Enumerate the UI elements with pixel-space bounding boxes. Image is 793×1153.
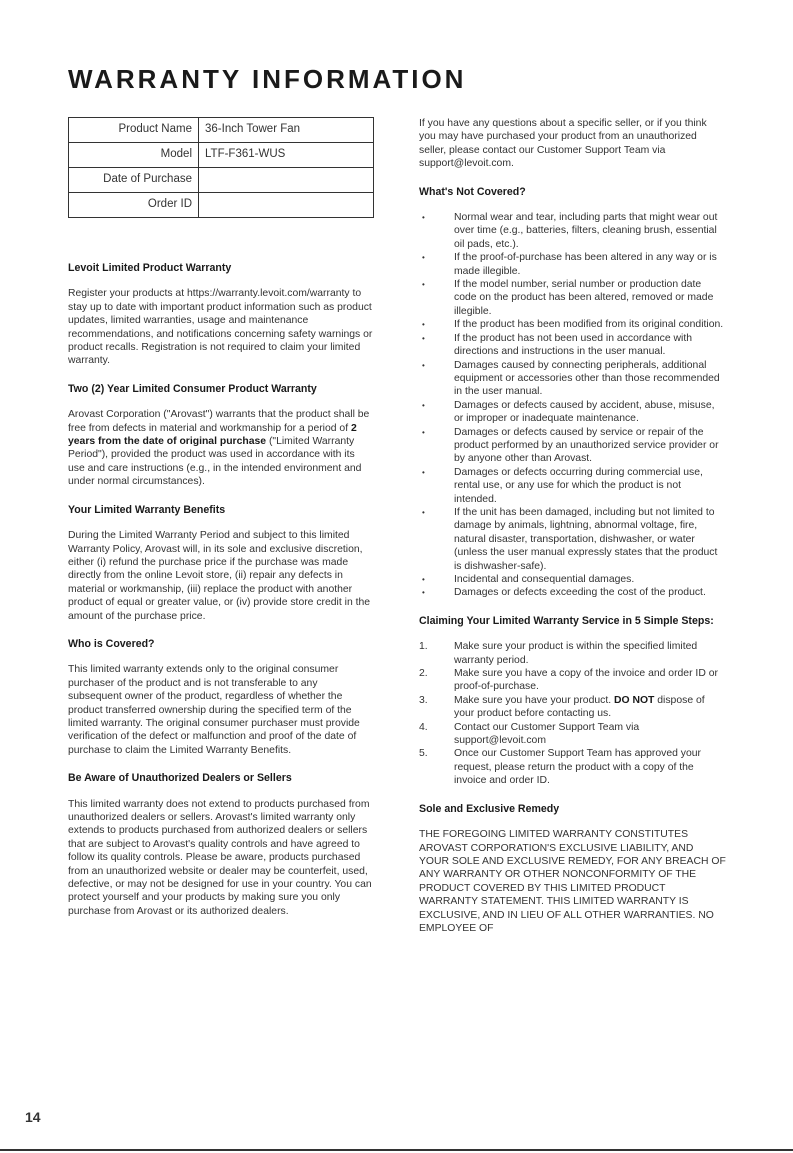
section-heading: Be Aware of Unauthorized Dealers or Sellers	[68, 772, 292, 785]
section-text: This limited warranty does not extend to products purchased from unauthorized dealers or sellers. Arovast's limited warranty only extends to products purchased from authorized dealers or sellers that are subject to Arovast's quality controls and have agreed to follow its quality controls. Please be aware, products purchased from an unauthorized website or dealer may be counterfeit, used, defective, or may not be designed for use in your country. You can protect yourself and your products by making sure you only purchase from Arovast or its authorized dealers.	[68, 798, 372, 917]
step-text: Contact our Customer Support Team via support@levoit.com	[454, 721, 640, 747]
page-title: WARRANTY INFORMATION	[68, 64, 467, 94]
section-heading: What's Not Covered?	[419, 185, 526, 198]
list-item: • If the model number, serial number or production date code on the product has been altered, removed or made illegible.	[419, 278, 726, 318]
step-number: 5.	[419, 748, 428, 760]
table-label: Product Name	[69, 118, 199, 143]
step-number: 2.	[419, 668, 428, 680]
list-item	[419, 721, 726, 748]
list-item: • If the proof-of-purchase has been altered in any way or is made illegible.	[419, 251, 726, 278]
steps-list	[419, 640, 726, 787]
step-number: 1.	[419, 641, 428, 653]
right-column	[419, 117, 726, 950]
table-value: 36-Inch Tower Fan	[199, 118, 374, 143]
emphasis-text: 2 years from the date of original purchase	[68, 422, 357, 448]
section-heading: Levoit Limited Product Warranty	[68, 262, 232, 274]
step-text: Make sure you have a copy of the invoice and order ID or proof-of-purchase.	[454, 668, 718, 693]
table-label: Date of Purchase	[69, 168, 199, 193]
table-row	[69, 118, 374, 143]
footer-divider	[0, 1149, 793, 1151]
section-text	[68, 408, 374, 488]
text-run: Arovast Corporation ("Arovast") warrants that the product shall be free from defects in material and workmanship for a period of	[68, 409, 370, 434]
section-heading: Who is Covered?	[68, 637, 155, 650]
step-text: Make sure you have your product.	[454, 694, 614, 706]
emphasis-text: DO NOT	[613, 694, 655, 706]
list-item: • Damages or defects caused by accident, abuse, misuse, or improper or inadequate maintenance.	[419, 399, 726, 426]
step-number: 3.	[419, 694, 428, 706]
section-text: If you have any questions about a specific seller, or if you think you may have purchased your product from an unauthorized seller, please contact our Customer Support Team via support@levoit.com.	[419, 118, 707, 170]
list-item: • Damages or defects exceeding the cost of the product.	[419, 586, 726, 599]
table-label: Model	[69, 143, 199, 168]
list-item: • If the product has been modified from its original condition.	[419, 318, 726, 331]
left-column	[68, 117, 374, 933]
section-heading: Two (2) Year Limited Consumer Product Warranty	[68, 382, 317, 395]
list-item: • If the product has not been used in accordance with directions and instructions in the user manual.	[419, 332, 726, 359]
step-text: dispose of your product before contacting us.	[454, 694, 705, 720]
section-text: This limited warranty extends only to the original consumer purchaser of the product and is not transferable to any subsequent owner of the product, regardless of whether the product transferred ownership during the specified term of the limited warranty. The original consumer purchaser must provide verification of the defect or malfunction and proof of the date of purchase to claim the Limited Warranty Benefits.	[68, 664, 360, 756]
list-item: • Damages or defects caused by service or repair of the product performed by an unauthorized service provider or by anyone other than Arovast.	[419, 426, 726, 466]
list-item	[419, 694, 726, 721]
section-text: Register your products at https://warranty.levoit.com/warranty to stay up to date with important product information such as product updates, limited warranties, usage and maintenance recommendations, and notifications concerning safety warnings or product recalls. Registration is not required to claim your limited warranty.	[68, 288, 373, 367]
step-text: Once our Customer Support Team has approved your request, please return the product with a copy of the invoice and order ID.	[454, 748, 702, 787]
not-covered-list	[419, 211, 726, 600]
step-number: 4.	[419, 721, 428, 733]
list-item: • Damages or defects occurring during commercial use, rental use, or any use for which the product is not intended.	[419, 466, 726, 506]
table-label: Order ID	[69, 193, 199, 218]
list-item: • If the unit has been damaged, including but not limited to damage by animals, lightning, abnormal voltage, fire, natural disaster, transportation, dishwasher, or water (unless the user manual expressly states that the product is dishwasher-safe).	[419, 506, 726, 573]
step-text: Make sure your product is within the specified limited warranty period.	[454, 641, 698, 666]
list-item: • Normal wear and tear, including parts that might wear out over time (e.g., batteries, filters, cleaning brush, essential oil pads, etc.).	[419, 211, 726, 251]
section-heading: Sole and Exclusive Remedy	[419, 802, 560, 815]
table-value: LTF-F361-WUS	[199, 143, 374, 168]
page-number: 14	[25, 1109, 41, 1125]
list-item	[419, 747, 726, 787]
list-item: • Incidental and consequential damages.	[419, 573, 726, 586]
list-item	[419, 667, 726, 694]
table-row	[69, 168, 374, 193]
section-text: THE FOREGOING LIMITED WARRANTY CONSTITUTES AROVAST CORPORATION'S EXCLUSIVE LIABILITY, AND YOUR SOLE AND EXCLUSIVE REMEDY, FOR ANY BREACH OF ANY WARRANTY OR OTHER NONCONFORMITY OF THE PRODUCT COVERED BY THIS LIMITED PRODUCT WARRANTY STATEMENT. THIS LIMITED WARRANTY IS EXCLUSIVE, AND IN LIEU OF ALL OTHER WARRANTIES. NO EMPLOYEE OF	[419, 829, 726, 934]
table-row	[69, 193, 374, 218]
table-row	[69, 143, 374, 168]
table-value	[199, 168, 374, 193]
section-heading: Your Limited Warranty Benefits	[68, 503, 226, 516]
list-item	[419, 640, 726, 667]
table-value	[199, 193, 374, 218]
text-run: ("Limited Warranty Period"), provided the product was used in accordance with its use and care instructions (e.g., in the intended environment and under normal circumstances).	[68, 436, 362, 488]
section-text: During the Limited Warranty Period and subject to this limited Warranty Policy, Arovast will, in its sole and exclusive discretion, either (i) refund the purchase price if the purchase was made directly from the online Levoit store, (ii) repair any defects in material or workmanship, (iii) replace the product with another product of equal or greater value, or (iv) provide store credit in the amount of the purchase price.	[68, 530, 371, 622]
section-heading: Claiming Your Limited Warranty Service in 5 Simple Steps:	[419, 614, 714, 627]
list-item: • Damages caused by connecting peripherals, additional equipment or accessories other than those recommended in the user manual.	[419, 359, 726, 399]
product-info-table	[68, 117, 374, 218]
